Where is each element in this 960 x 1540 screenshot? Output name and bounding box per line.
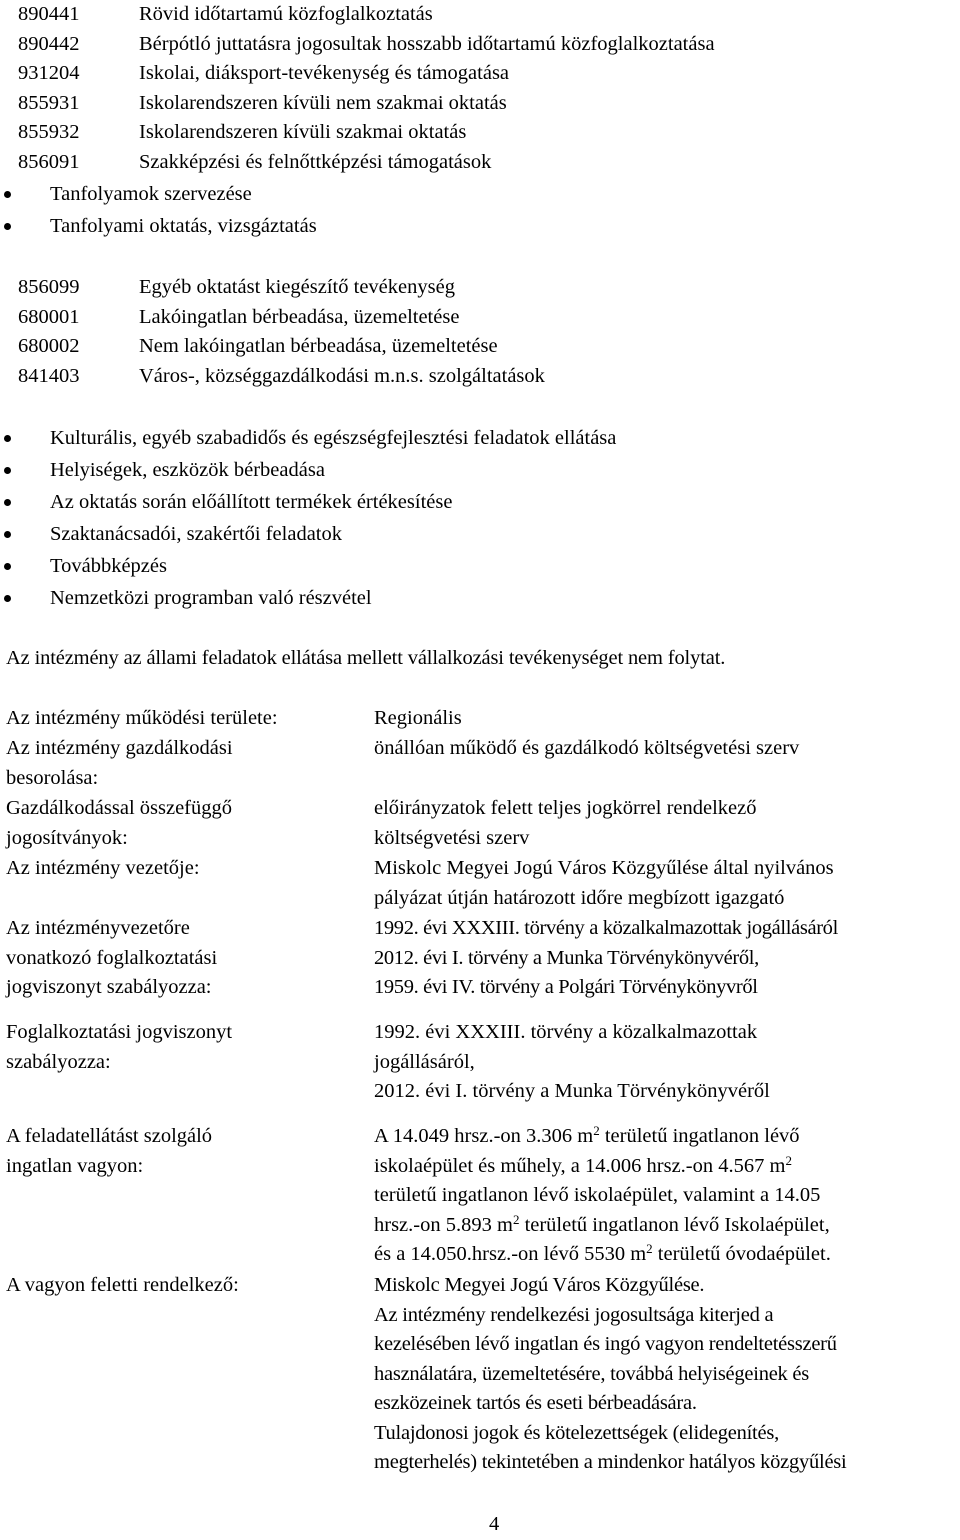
head-employment-value: 1992. évi XXXIII. törvény a közalkalmazottak jogállásáról 2012. évi I. törvény a Munka Törvénykönyvéről, 1959. évi IV. törvény a Polgári Törvénykönyvről	[374, 917, 838, 998]
activity-code: 931204	[18, 62, 80, 84]
bullet-icon	[4, 435, 11, 442]
area-value: Regionális	[374, 707, 462, 729]
activity-code: 890441	[18, 3, 80, 25]
area-label: Az intézmény működési területe:	[6, 707, 278, 729]
activity-code: 855932	[18, 121, 80, 143]
bullet-icon	[4, 223, 11, 230]
activity-desc: Rövid időtartamú közfoglalkoztatás	[139, 3, 433, 25]
head-employment-label: Az intézményvezetőre vonatkozó foglalkoztatási jogviszonyt szabályozza:	[6, 917, 218, 998]
bullet-icon	[4, 499, 11, 506]
head-value: Miskolc Megyei Jogú Város Közgyűlése által nyilvános pályázat útján határozott időre megbízott igazgató	[374, 857, 834, 909]
activity-desc: Egyéb oktatást kiegészítő tevékenység	[139, 276, 455, 298]
property-value: A 14.049 hrsz.-on 3.306 $m^2$ területű ingatlanon lévő iskolaépület és műhely, a 14.006 hrsz.-on 4.567 $m^2$ területű ingatlanon lévő iskolaépület, valamint a 14.05 hrsz.-on 5.893 $m^2$ területű ingatlanon lévő Iskolaépület, és a 14.050.hrsz.-on lévő 5530 $m^2$ területű óvodaépület.	[374, 1123, 831, 1265]
rights-value: előirányzatok felett teljes jogkörrel rendelkező költségvetési szerv	[374, 797, 757, 849]
bullet-text: Nemzetközi programban való részvétel	[50, 587, 372, 609]
bullet-text: Helyiségek, eszközök bérbeadása	[50, 459, 325, 481]
activity-code: 855931	[18, 91, 80, 114]
activity-code: 680002	[18, 335, 80, 357]
activity-code: 856099	[18, 276, 80, 298]
activity-desc: Szakképzési és felnőttképzési támogatások	[139, 150, 492, 173]
activity-desc: Nem lakóingatlan bérbeadása, üzemeltetése	[139, 335, 498, 357]
bullet-text: Tanfolyami oktatás, vizsgáztatás	[50, 215, 317, 237]
bullet-text: Kulturális, egyéb szabadidős és egészségfejlesztési feladatok ellátása	[50, 427, 617, 449]
bullet-icon	[4, 191, 11, 198]
employment-value: 1992. évi XXXIII. törvény a közalkalmazottak jogállásáról, 2012. évi I. törvény a Munka Törvénykönyvéről	[374, 1021, 770, 1102]
activity-desc: Lakóingatlan bérbeadása, üzemeltetése	[139, 305, 460, 328]
activity-code: 890442	[18, 32, 80, 55]
rights-label: Gazdálkodással összefüggő jogosítványok:	[6, 797, 233, 849]
bullet-icon	[4, 531, 11, 538]
bullet-text: Továbbképzés	[50, 555, 167, 577]
head-label: Az intézmény vezetője:	[6, 857, 200, 879]
property-label: A feladatellátást szolgáló ingatlan vagyon:	[6, 1125, 213, 1177]
classification-value: önállóan működő és gazdálkodó költségvetési szerv	[374, 737, 800, 759]
employment-label: Foglalkoztatási jogviszonyt szabályozza:	[6, 1021, 233, 1073]
activity-desc: Iskolai, diáksport-tevékenység és támogatása	[139, 62, 510, 84]
activity-desc: Bérpótló juttatásra jogosultak hosszabb időtartamú közfoglalkoztatása	[139, 32, 715, 55]
activity-desc: Iskolarendszeren kívüli nem szakmai oktatás	[139, 91, 507, 114]
bullet-text: Szaktanácsadói, szakértői feladatok	[50, 523, 342, 545]
activity-code: 680001	[18, 305, 80, 328]
activity-code: 841403	[18, 364, 80, 387]
owner-label: A vagyon feletti rendelkező:	[6, 1274, 239, 1296]
bullet-text: Tanfolyamok szervezése	[50, 183, 252, 205]
bullet-icon	[4, 563, 11, 570]
owner-value: Miskolc Megyei Jogú Város Közgyűlése. Az intézmény rendelkezési jogosultsága kiterjed a kezelésében lévő ingatlan és ingó vagyon rendeltetésszerű használatára, üzemeltetésére, továbbá helyiségeinek és eszközeinek tartós és eseti bérbeadására. Tulajdonosi jogok és kötelezettségek (elidegenítés, megterhelés) tekintetében a mindenkor hatályos közgyűlési	[374, 1274, 847, 1473]
activity-code: 856091	[18, 150, 80, 173]
bullet-icon	[4, 595, 11, 602]
activity-desc: Iskolarendszeren kívüli szakmai oktatás	[139, 121, 467, 143]
classification-label: Az intézmény gazdálkodási besorolása:	[6, 737, 233, 789]
bullet-text: Az oktatás során előállított termékek értékesítése	[50, 491, 453, 513]
bullet-icon	[4, 467, 11, 474]
activity-desc: Város-, községgazdálkodási m.n.s. szolgáltatások	[139, 364, 545, 387]
business-statement: Az intézmény az állami feladatok ellátása mellett vállalkozási tevékenységet nem folytat.	[6, 647, 726, 669]
page-number: 4	[489, 1513, 500, 1535]
